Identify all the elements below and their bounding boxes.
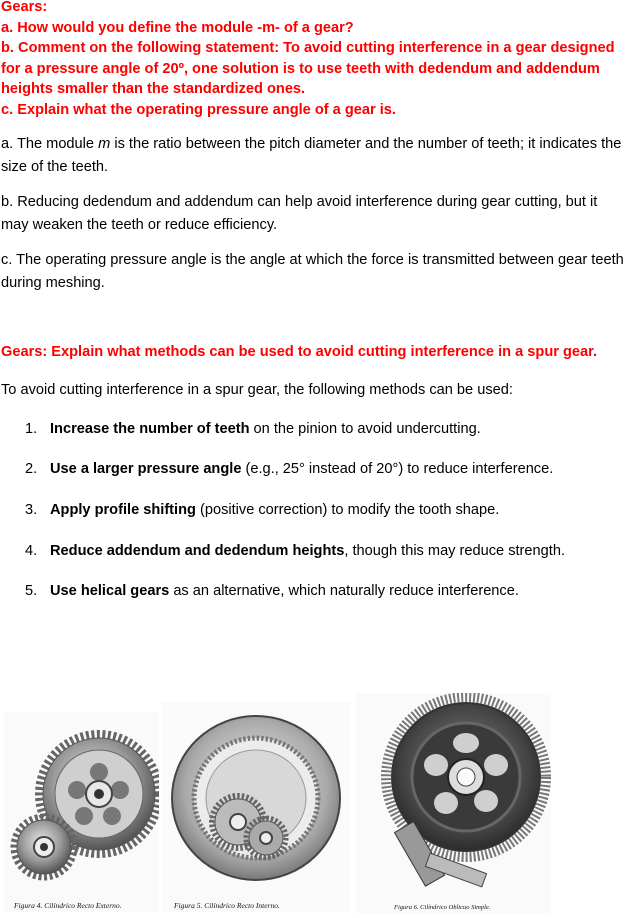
list-text: (e.g., 25° instead of 20°) to reduce interference. [241, 461, 554, 477]
question-block-1 [1, 0, 623, 120]
list-text: as an alternative, which naturally reduce interference. [169, 583, 519, 599]
list-number: 5. [25, 583, 38, 599]
answer-b: b. Reducing dedendum and addendum can help avoid interference during gear cutting, but it may weaken the teeth or reduce efficiency. [1, 194, 598, 233]
list-item [25, 541, 623, 561]
list-text: on the pinion to avoid undercutting. [249, 421, 481, 437]
figure-row [0, 690, 627, 913]
figure-6-caption: Figura 6. Cilíndrico Oblicuo Simple. [394, 904, 491, 911]
question-c: c. Explain what the operating pressure angle of a gear is. [1, 101, 396, 118]
list-item [25, 419, 623, 439]
list-bold: Use a larger pressure angle [50, 461, 242, 477]
answer-a-text: is the ratio between the pitch diameter and the number of teeth; it indicates the size of the teeth. [1, 136, 622, 175]
list-number: 3. [25, 502, 38, 518]
methods-intro: To avoid cutting interference in a spur gear, the following methods can be used: [1, 382, 513, 398]
question-b: b. Comment on the following statement: To avoid cutting interference in a gear designed for a pressure angle of 20º, one solution is to use teeth with dedendum and addendum heights smaller than the standardized ones. [1, 40, 615, 97]
question-title: Gears: [1, 0, 48, 15]
list-text: (positive correction) to modify the tooth shape. [195, 502, 500, 518]
answer-c: c. The operating pressure angle is the angle at which the force is transmitted between gear teeth during meshing. [1, 252, 624, 291]
external-spur-gear-image [4, 712, 159, 912]
answer-a-prefix: a. The module [1, 136, 99, 152]
answer-a-symbol: m [98, 136, 111, 152]
figure-4-caption: Figura 4. Cilíndrico Recto Externo. [14, 901, 122, 910]
question-2-title: Gears: Explain what methods can be used to avoid cutting interference in a spur gear. [1, 344, 598, 360]
list-bold: Increase the number of teeth [50, 421, 250, 437]
list-bold: Apply profile shifting [50, 502, 196, 518]
list-number: 4. [25, 543, 38, 559]
figure-helical-gear [356, 693, 551, 913]
list-text: , though this may reduce strength. [344, 543, 565, 559]
list-item [25, 459, 623, 479]
list-bold: Reduce addendum and dedendum heights [50, 543, 345, 559]
helical-gear-image [356, 693, 551, 913]
figure-internal-spur-gear [162, 702, 350, 912]
list-bold: Use helical gears [50, 583, 170, 599]
answer-a [1, 133, 625, 178]
list-item [25, 581, 623, 601]
internal-spur-gear-image [162, 702, 350, 912]
list-number: 2. [25, 461, 38, 477]
list-item [25, 500, 623, 520]
list-number: 1. [25, 421, 38, 437]
figure-external-spur-gear [4, 712, 159, 912]
question-a: a. How would you define the module -m- of a gear? [1, 19, 354, 36]
figure-5-caption: Figura 5. Cilíndrico Recto Interno. [174, 901, 280, 910]
